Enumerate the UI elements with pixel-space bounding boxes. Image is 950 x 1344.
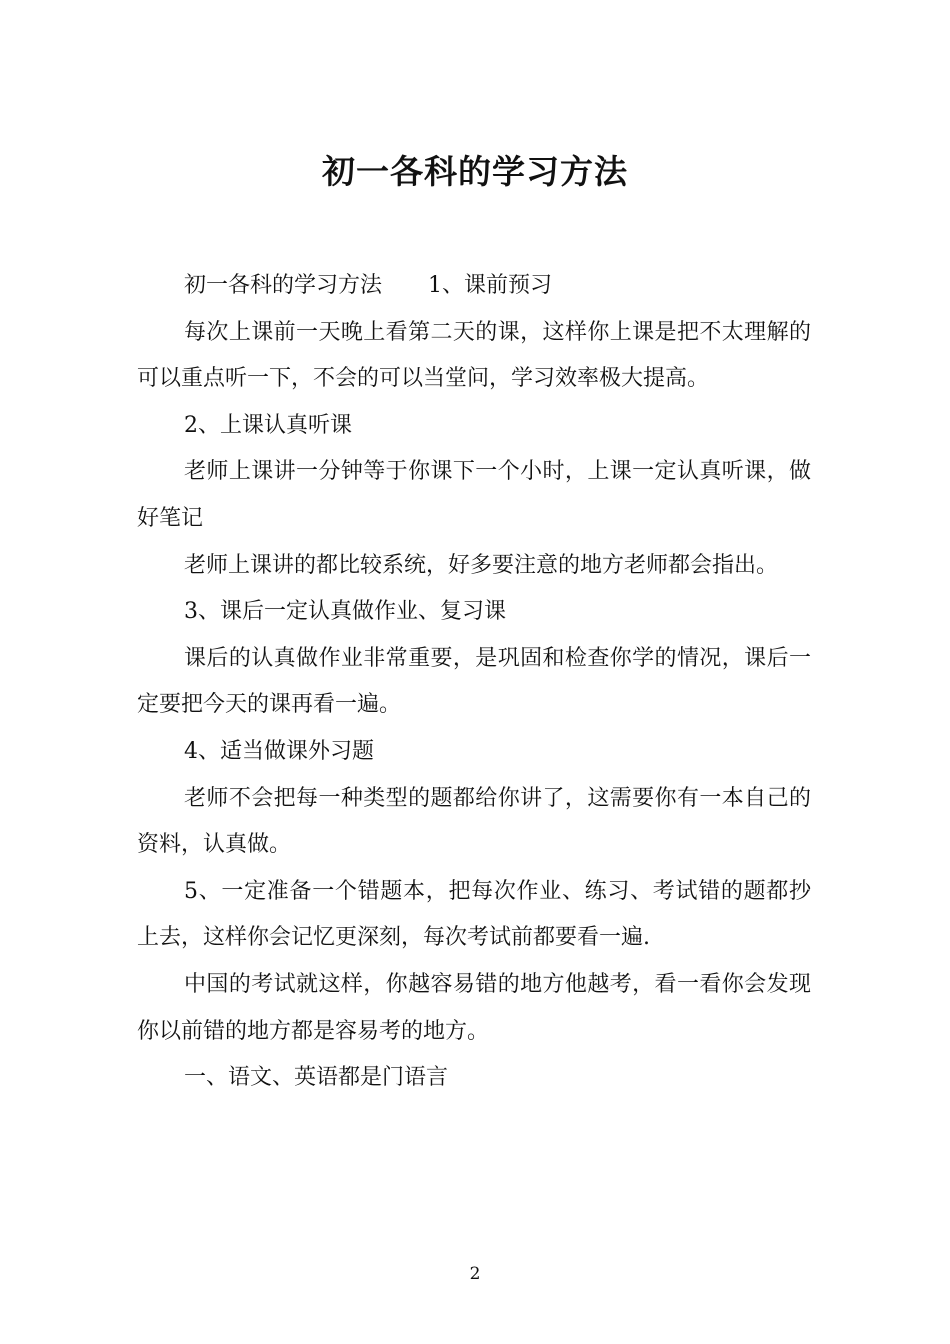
document-body (137, 263, 811, 1102)
subject-heading-1: 一、语文、英语都是门语言 (184, 1065, 449, 1091)
section-heading-3: 3、课后一定认真做作业、复习课 (184, 599, 506, 625)
intro-paragraph (137, 263, 811, 310)
paragraph-3: 老师上课讲的都比较系统，好多要注意的地方老师都会指出。 (184, 552, 779, 578)
paragraph-4: 课后的认真做作业非常重要，是巩固和检查你学的情况，课后一定要把今天的课再看一遍。 (137, 645, 811, 718)
page-number: 2 (469, 1264, 481, 1284)
paragraph-6: 中国的考试就这样，你越容易错的地方他越考，看一看你会发现你以前错的地方都是容易考的地方。 (137, 971, 811, 1044)
document-title: 初一各科的学习方法 (322, 152, 628, 191)
section-heading-5: 5、一定准备一个错题本，把每次作业、练习、考试错的题都抄上去，这样你会记忆更深刻，每次考试前都要看一遍. (137, 878, 811, 951)
intro-heading: 初一各科的学习方法 (184, 273, 383, 298)
paragraph-1: 每次上课前一天晚上看第二天的课，这样你上课是把不太理解的可以重点听一下，不会的可以当堂问，学习效率极大提高。 (137, 319, 811, 392)
section-heading-1: 1、课前预习 (428, 273, 553, 298)
section-heading-4: 4、适当做课外习题 (184, 738, 374, 764)
section-heading-2: 2、上课认真听课 (184, 412, 352, 438)
paragraph-5: 老师不会把每一种类型的题都给你讲了，这需要你有一本自己的资料，认真做。 (137, 785, 811, 858)
paragraph-2: 老师上课讲一分钟等于你课下一个小时，上课一定认真听课，做好笔记 (137, 459, 811, 531)
